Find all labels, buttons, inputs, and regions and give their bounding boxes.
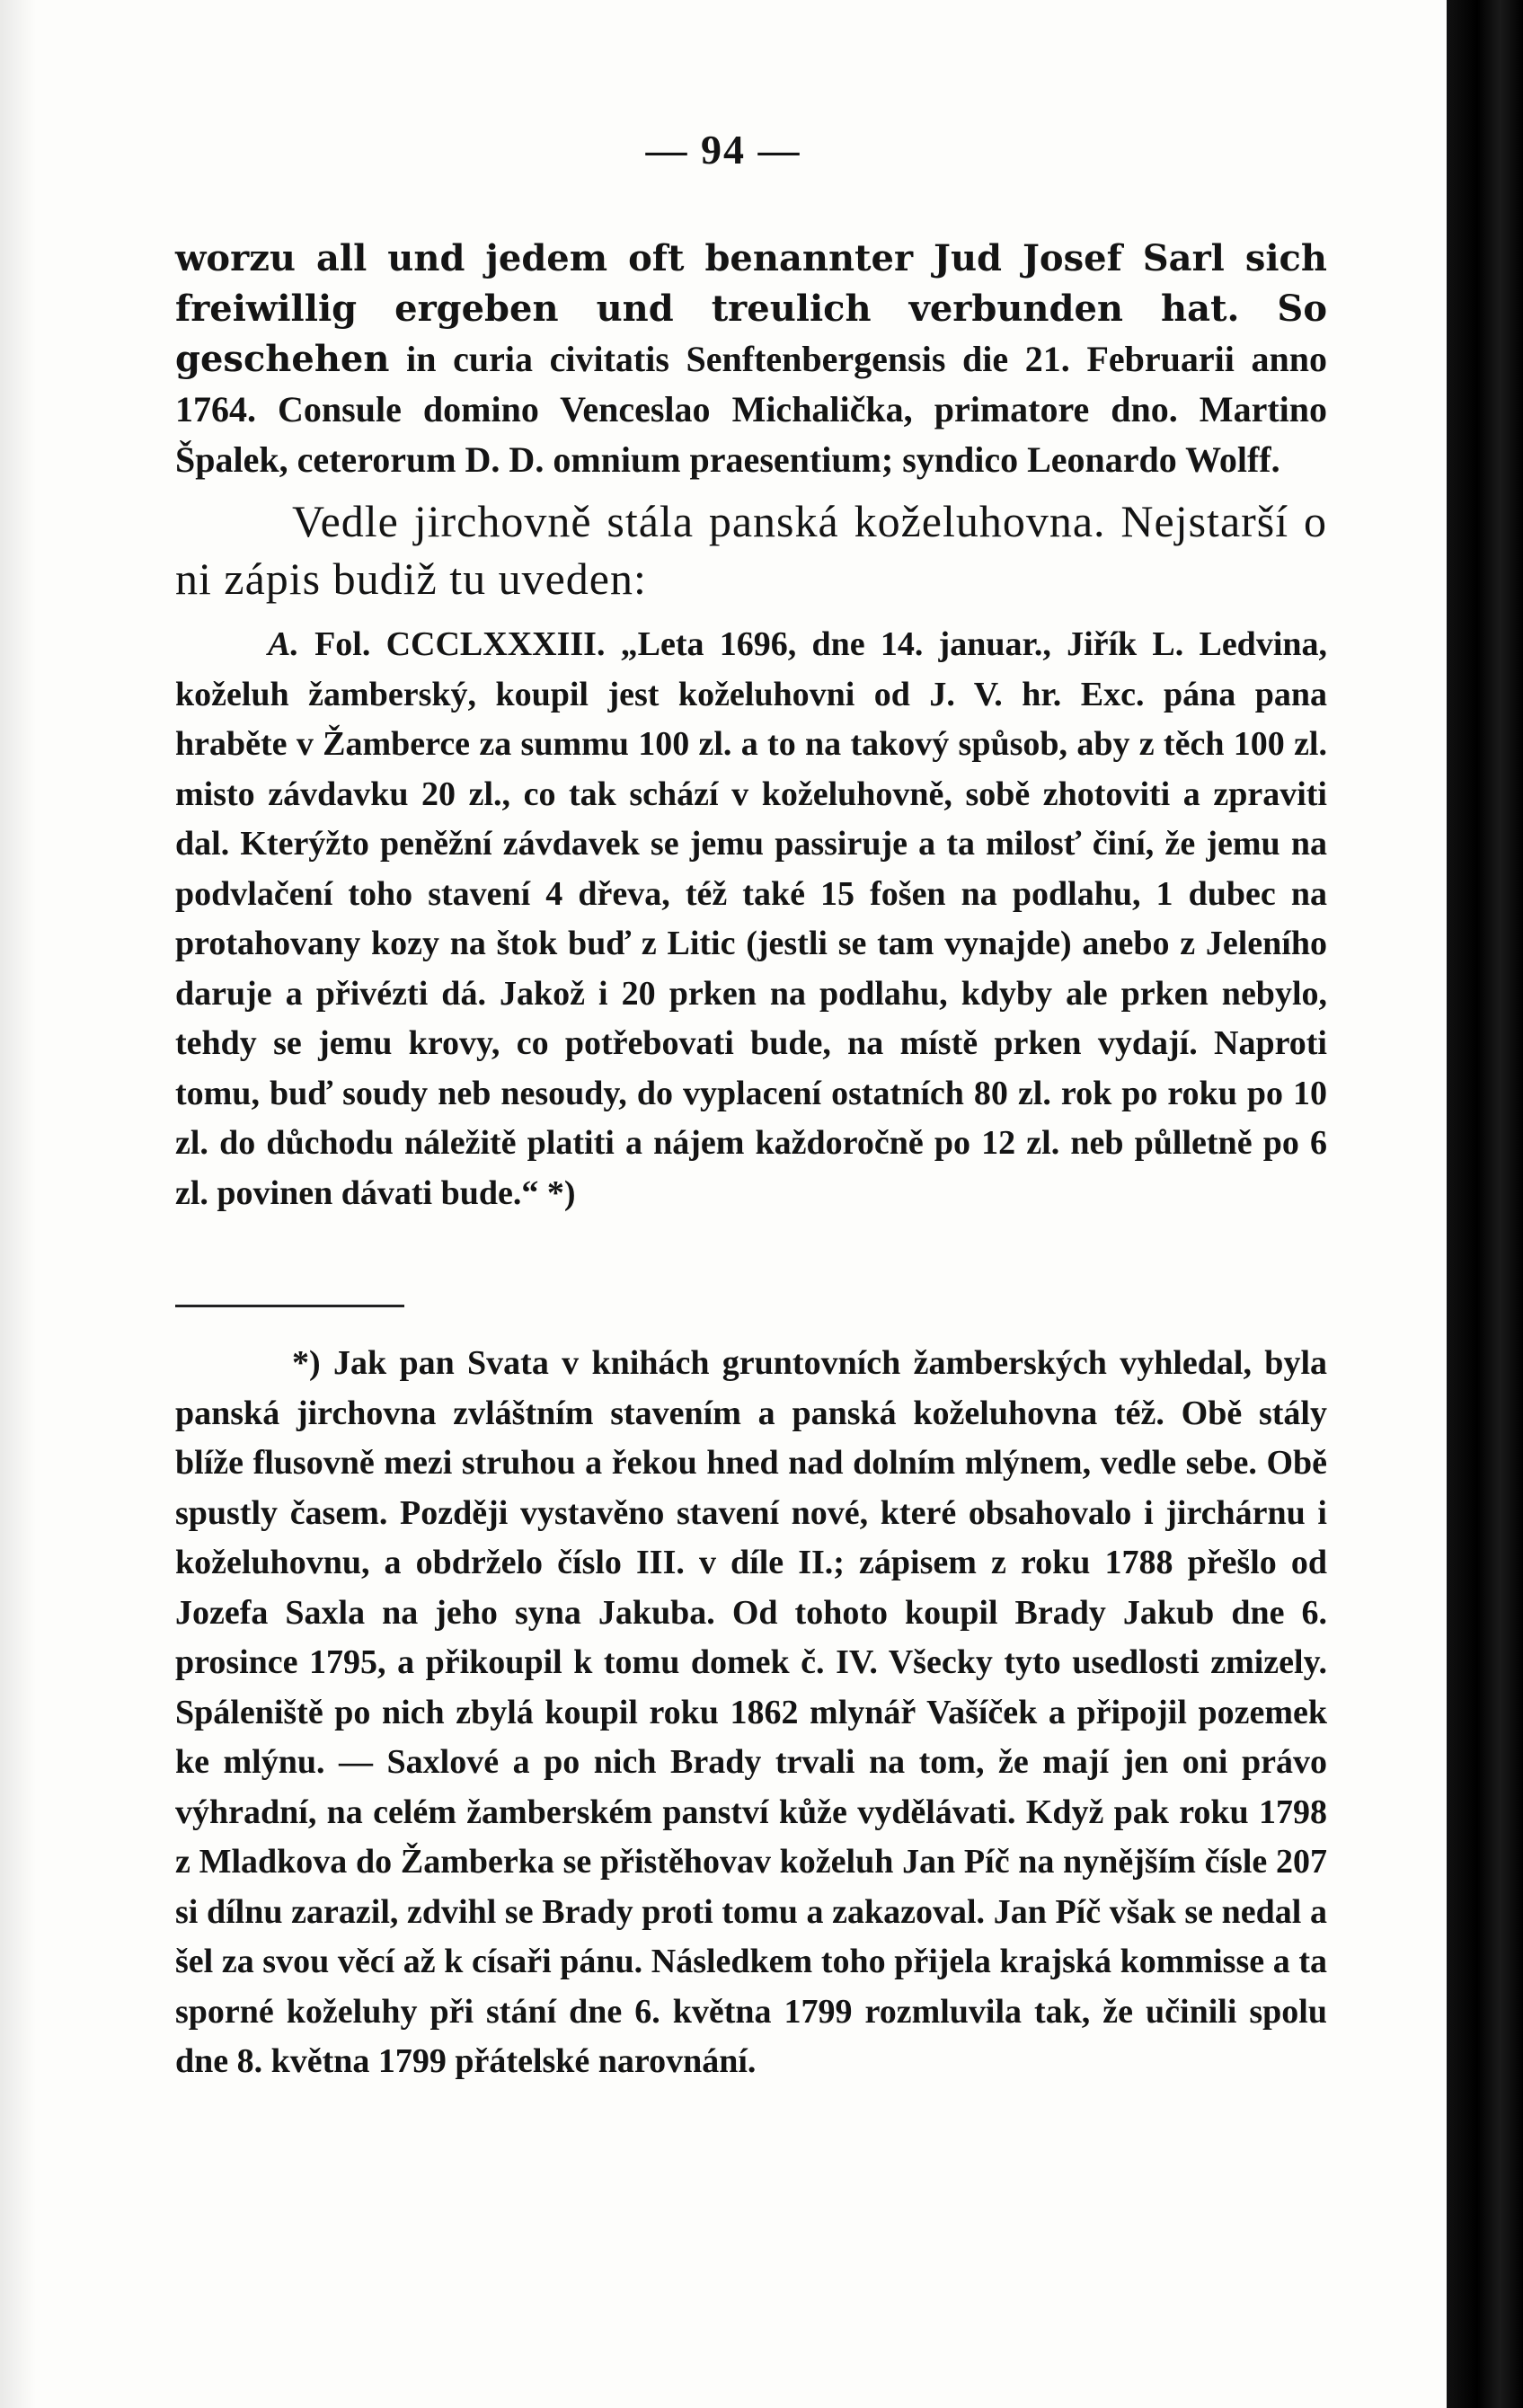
footnote: *) Jak pan Svata v knihách gruntovních žamberských vyhledal, byla panská jirchovna zvláštním stavením a panská koželuhovna též. Obě stály blíže flusovně mezi struhou a řekou hned nad dolním mlýnem, vedle sebe. Obě spustly časem. Později vystavěno stavení nové, které obsahovalo i jirchárnu i koželuhovnu, a obdrželo číslo III. v díle II.; zápisem z roku 1788 přešlo od Jozefa Saxla na jeho syna Jakuba. Od tohoto koupil Brady Jakub dne 6. prosince 1795, a přikoupil k tomu domek č. IV. Všecky tyto usedlosti zmizely. Spáleniště po nich zbylá koupil roku 1862 mlynář Vašíček a připojil pozemek ke mlýnu. — Saxlové a po nich Brady trvali na tom, že mají jen oni právo výhradní, na celém žamberském panství kůže vydělávati. Když pak roku 1798 z Mladkova do Žamberka se přistěhovav koželuh Jan Píč na nynějším čísle 207 si dílnu zarazil, zdvihl se Brady proti tomu a zakazoval. Jan Píč však se nedal a šel za svou věcí až k císaři pánu. Následkem toho přijela krajská kommisse a ta sporné koželuhy při stání dne 6. května 1799 rozmluvila tak, že učinili spolu dne 8. května 1799 přátelské narovnání.: [175, 1344, 1327, 2080]
record-text: Fol. CCCLXXXIII. „Leta 1696, dne 14. januar., Jiřík L. Ledvina, koželuh žamberský, koupil jest koželuhovni od J. V. hr. Exc. pána pana hraběte v Žamberce za summu 100 zl. a to na takový spůsob, aby z těch 100 zl. misto závdavku 20 zl., co tak schází v koželuhovně, sobě zhotoviti a zpraviti dal. Kterýžto peněžní závdavek se jemu passiruje a ta milosť činí, že jemu na podvlačení toho stavení 4 dřeva, též také 15 fošen na podlahu, 1 dubec na protahovany kozy na štok buď z Litic (jestli se tam vynajde) anebo z Jeleního daruje a přivézti dá. Jakož i 20 prken na podlahu, kdyby ale prken nebylo, tehdy se jemu krovy, co potřebovati bude, na místě prken vydají. Naproti tomu, buď soudy neb nesoudy, do vyplacení ostatních 80 zl. rok po roku po 10 zl. do důchodu náležitě platiti a nájem každoročně po 12 zl. neb půlletně po 6 zl. povinen dávati bude.“ *): [175, 625, 1328, 1212]
continuation-paragraph: [175, 234, 1327, 485]
footnote-separator: [175, 1305, 404, 1307]
page-number: — 94 —: [645, 127, 801, 173]
record-paragraph: [175, 620, 1327, 1218]
latin-text: in curia civitatis Senftenbergensis die 21. Februarii anno 1764. Consule domino Venceslao Michalička, primatore dno. Martino Špalek, ceterorum D. D. omnium praesentium; syndico Leonardo Wolff.: [175, 339, 1327, 480]
page-edge-shadow: [0, 0, 36, 2408]
scan-border: [1447, 0, 1523, 2408]
heading-paragraph: Vedle jirchovně stála panská koželuhovna. Nejstarší o ni zápis budiž tu uveden:: [175, 496, 1327, 604]
german-fraktur-text: worzu all und jedem oft benannter Jud Josef Sarl sich freiwillig ergeben und treulich verbunden hat. So geschehen: [175, 237, 1327, 380]
record-label: A.: [268, 625, 299, 663]
